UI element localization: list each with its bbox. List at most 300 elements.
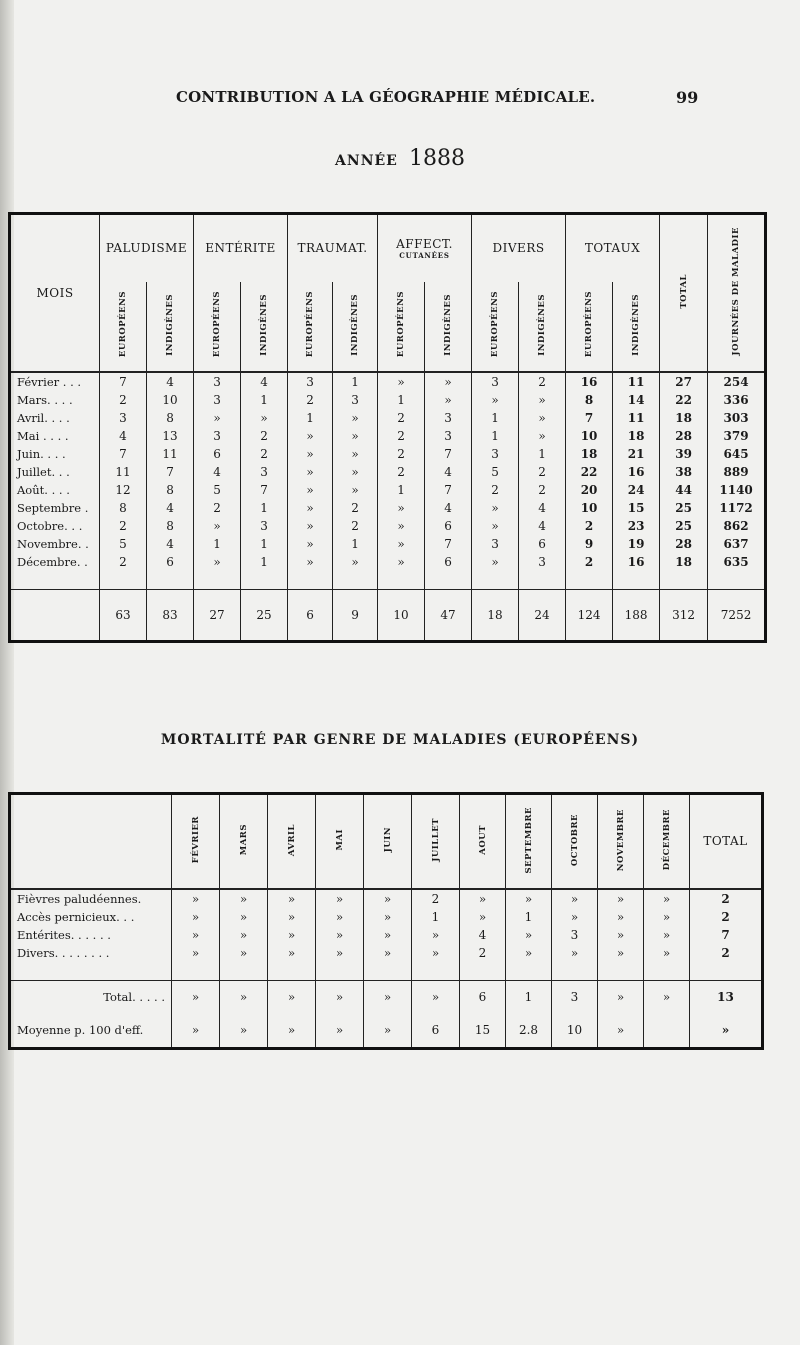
table-cell: 1140 xyxy=(708,481,766,499)
table-cell: 21 xyxy=(613,445,660,463)
table-cell: 3 xyxy=(241,463,288,481)
mortality-table-body xyxy=(10,889,763,1049)
table-cell: 4 xyxy=(519,499,566,517)
sub-header-label: INDIGÈNES xyxy=(350,293,361,356)
spacer-cell xyxy=(288,571,333,590)
table-cell: 16 xyxy=(613,463,660,481)
table-cell: 1172 xyxy=(708,499,766,517)
total-row xyxy=(10,980,763,1014)
month-header-label: MARS xyxy=(238,824,249,856)
sub-header-europeens xyxy=(378,282,425,372)
sub-header-europeens xyxy=(194,282,241,372)
spacer-cell xyxy=(378,571,425,590)
table-cell: 22 xyxy=(566,463,613,481)
table-cell: » xyxy=(288,517,333,535)
month-header-label: SEPTEMBRE xyxy=(523,806,534,873)
disease-label: Accès pernicieux. . . xyxy=(17,909,135,924)
sub-header-label: INDIGÈNES xyxy=(631,293,642,356)
table-cell: » xyxy=(644,926,690,944)
table-cell: » xyxy=(172,908,220,926)
month-header-label: OCTOBRE xyxy=(569,813,580,866)
table-cell: 6 xyxy=(412,1014,460,1048)
total-row-label: Total. . . . . xyxy=(103,990,165,1005)
table-cell: » xyxy=(378,553,425,571)
sub-header-label: EUROPÉENS xyxy=(305,291,316,358)
table-cell: 8 xyxy=(147,409,194,427)
group-traumat: TRAUMAT. xyxy=(288,214,378,282)
table-cell: 1 xyxy=(333,372,378,391)
total-cell: 47 xyxy=(425,589,472,641)
total-header: TOTAL xyxy=(690,794,763,889)
table-cell: » xyxy=(644,889,690,908)
table-cell: 5 xyxy=(194,481,241,499)
table-cell: 10 xyxy=(552,1014,598,1048)
table-cell: 6 xyxy=(425,553,472,571)
table-cell: » xyxy=(598,889,644,908)
month-header-7 xyxy=(506,794,552,889)
spacer-row xyxy=(10,962,763,981)
sub-header-indigenes xyxy=(519,282,566,372)
journees-header-label: JOURNÉES DE MALADIE xyxy=(731,227,742,356)
table-cell: » xyxy=(472,499,519,517)
table-cell: 1 xyxy=(519,445,566,463)
table-cell: 18 xyxy=(660,409,708,427)
month-header-8 xyxy=(552,794,598,889)
table-cell: 6 xyxy=(194,445,241,463)
table-cell: 1 xyxy=(241,391,288,409)
table-cell: 3 xyxy=(425,427,472,445)
table-cell: » xyxy=(194,553,241,571)
spacer-cell xyxy=(220,962,268,981)
table-cell: 1 xyxy=(506,980,552,1014)
table-cell: 2 xyxy=(519,463,566,481)
total-cell: 6 xyxy=(288,589,333,641)
table-cell: 3 xyxy=(552,980,598,1014)
table-cell: » xyxy=(288,535,333,553)
totals-label-cell xyxy=(10,589,100,641)
table-cell: 2 xyxy=(241,445,288,463)
table-row xyxy=(10,889,763,908)
totals-row xyxy=(10,589,766,641)
table-cell: » xyxy=(644,980,690,1014)
month-header-label: AOUT xyxy=(477,824,488,855)
table-cell: 2 xyxy=(333,499,378,517)
group-paludisme: PALUDISME xyxy=(100,214,194,282)
table-cell: 5 xyxy=(472,463,519,481)
table-cell: 4 xyxy=(425,499,472,517)
table-cell: 7 xyxy=(425,481,472,499)
month-header-6 xyxy=(460,794,506,889)
group-affect-label: AFFECT. xyxy=(396,236,453,251)
spacer-cell xyxy=(333,571,378,590)
table-cell: 1 xyxy=(412,908,460,926)
mortality-corner xyxy=(10,794,172,889)
spacer-cell xyxy=(100,571,147,590)
table-cell: 3 xyxy=(194,427,241,445)
table-cell: » xyxy=(519,409,566,427)
month-header-label: DÉCEMBRE xyxy=(661,809,672,871)
table-cell: » xyxy=(316,908,364,926)
table-cell: 7 xyxy=(147,463,194,481)
table-cell: » xyxy=(598,944,644,962)
table-cell: 2.8 xyxy=(506,1014,552,1048)
table-cell: » xyxy=(172,1014,220,1048)
table-cell: 3 xyxy=(333,391,378,409)
table-cell: » xyxy=(552,944,598,962)
table-cell: 2 xyxy=(378,445,425,463)
table-cell: » xyxy=(690,1014,763,1048)
spacer-cell xyxy=(506,962,552,981)
table-row xyxy=(10,926,763,944)
table-cell: » xyxy=(364,889,412,908)
sub-header-label: EUROPÉENS xyxy=(212,291,223,358)
table-cell: » xyxy=(378,535,425,553)
total-cell: 25 xyxy=(241,589,288,641)
table-cell: » xyxy=(472,517,519,535)
table-cell: 16 xyxy=(613,553,660,571)
table-cell: » xyxy=(316,1014,364,1048)
total-cell: 124 xyxy=(566,589,613,641)
table-cell: » xyxy=(644,908,690,926)
table-cell: » xyxy=(364,944,412,962)
table-row xyxy=(10,553,766,571)
table-cell: » xyxy=(288,427,333,445)
month-label: Février . . . xyxy=(17,374,82,389)
spacer-cell xyxy=(566,571,613,590)
table-cell: » xyxy=(268,980,316,1014)
year-label: ANNÉE xyxy=(335,153,398,169)
spacer-cell xyxy=(472,571,519,590)
month-header-9 xyxy=(598,794,644,889)
sub-header-label: EUROPÉENS xyxy=(584,291,595,358)
sub-header-europeens xyxy=(100,282,147,372)
table-cell: 3 xyxy=(472,445,519,463)
table-row xyxy=(10,372,766,391)
disease-label: Entérites. . . . . . xyxy=(17,927,111,942)
group-enterite: ENTÉRITE xyxy=(194,214,288,282)
table-cell: 18 xyxy=(613,427,660,445)
table-cell: 6 xyxy=(460,980,506,1014)
table-cell: » xyxy=(333,553,378,571)
table-cell: » xyxy=(364,908,412,926)
table-cell: 889 xyxy=(708,463,766,481)
spacer-cell xyxy=(613,571,660,590)
table-cell: » xyxy=(506,926,552,944)
table-cell: 1 xyxy=(288,409,333,427)
month-label: Novembre. . xyxy=(17,536,89,551)
total-cell: 27 xyxy=(194,589,241,641)
table-cell: » xyxy=(288,499,333,517)
spacer-cell xyxy=(425,571,472,590)
group-header-row xyxy=(10,214,766,282)
sub-header-europeens xyxy=(472,282,519,372)
table-cell: 7 xyxy=(241,481,288,499)
month-header-5 xyxy=(412,794,460,889)
table-cell: » xyxy=(220,980,268,1014)
table-cell: » xyxy=(172,944,220,962)
table-cell: » xyxy=(268,1014,316,1048)
table-cell: 38 xyxy=(660,463,708,481)
sub-header-indigenes xyxy=(333,282,378,372)
table-cell: 18 xyxy=(660,553,708,571)
month-header-label: JUIN xyxy=(382,827,393,853)
table-cell: 10 xyxy=(147,391,194,409)
spacer-cell xyxy=(598,962,644,981)
table-row xyxy=(10,944,763,962)
month-label: Décembre. . xyxy=(17,554,88,569)
table-cell: » xyxy=(268,944,316,962)
sub-header-label: EUROPÉENS xyxy=(490,291,501,358)
table-row xyxy=(10,409,766,427)
table-cell: 2 xyxy=(690,944,763,962)
table-cell: » xyxy=(333,409,378,427)
table-cell: » xyxy=(598,980,644,1014)
month-label: Juin. . . . xyxy=(17,446,66,461)
table-cell: » xyxy=(472,553,519,571)
month-header-label: FÉVRIER xyxy=(190,816,201,864)
table-row xyxy=(10,481,766,499)
table-cell: » xyxy=(220,1014,268,1048)
table-cell: » xyxy=(644,944,690,962)
table-cell: 379 xyxy=(708,427,766,445)
table-cell: 7 xyxy=(100,445,147,463)
spacer-cell xyxy=(172,962,220,981)
table-cell: 5 xyxy=(100,535,147,553)
table-cell: 27 xyxy=(660,372,708,391)
total-cell: 9 xyxy=(333,589,378,641)
table-cell: » xyxy=(333,445,378,463)
sub-header-label: INDIGÈNES xyxy=(443,293,454,356)
table-cell: 3 xyxy=(519,553,566,571)
table-cell: 303 xyxy=(708,409,766,427)
table-cell: 2 xyxy=(241,427,288,445)
table-cell: 10 xyxy=(566,427,613,445)
spacer-cell xyxy=(552,962,598,981)
month-header-label: MAI xyxy=(334,829,345,851)
table-cell: 4 xyxy=(425,463,472,481)
sub-header-indigenes xyxy=(613,282,660,372)
table-cell: » xyxy=(506,889,552,908)
table-row xyxy=(10,463,766,481)
table-cell: 8 xyxy=(100,499,147,517)
total-cell: 10 xyxy=(378,589,425,641)
table-cell: 862 xyxy=(708,517,766,535)
table-cell: 1 xyxy=(194,535,241,553)
sub-header-label: INDIGÈNES xyxy=(165,293,175,356)
total-cell: 7252 xyxy=(708,589,766,641)
table-cell: 1 xyxy=(241,499,288,517)
spacer-cell xyxy=(364,962,412,981)
table-cell: » xyxy=(364,980,412,1014)
spacer-cell xyxy=(194,571,241,590)
table-cell: 44 xyxy=(660,481,708,499)
table-cell: » xyxy=(333,463,378,481)
spacer-cell xyxy=(268,962,316,981)
table-cell: » xyxy=(519,391,566,409)
table-cell: 3 xyxy=(288,372,333,391)
table-cell: » xyxy=(268,889,316,908)
table-cell: » xyxy=(378,499,425,517)
spacer-cell xyxy=(10,571,100,590)
table-cell: 28 xyxy=(660,427,708,445)
table-cell: 7 xyxy=(690,926,763,944)
table-cell: » xyxy=(364,1014,412,1048)
total-cell: 312 xyxy=(660,589,708,641)
table-cell: 14 xyxy=(613,391,660,409)
table-cell: 3 xyxy=(425,409,472,427)
table-cell: 10 xyxy=(566,499,613,517)
table-cell: 39 xyxy=(660,445,708,463)
mortality-table xyxy=(8,792,764,1050)
table-cell: 1 xyxy=(378,391,425,409)
table-cell: 2 xyxy=(100,391,147,409)
table-cell: 23 xyxy=(613,517,660,535)
morbidity-table-1888 xyxy=(8,212,767,643)
month-header-0 xyxy=(172,794,220,889)
group-affect xyxy=(378,214,472,282)
table-row xyxy=(10,391,766,409)
sub-header-europeens xyxy=(288,282,333,372)
table-cell: 2 xyxy=(100,517,147,535)
table-cell: » xyxy=(506,944,552,962)
running-title: CONTRIBUTION A LA GÉOGRAPHIE MÉDICALE. xyxy=(176,88,596,106)
table-cell: 7 xyxy=(100,372,147,391)
table-cell: 7 xyxy=(566,409,613,427)
table-cell: 15 xyxy=(613,499,660,517)
total-header xyxy=(660,214,708,372)
table-cell: 13 xyxy=(690,980,763,1014)
table-cell: 3 xyxy=(100,409,147,427)
table-cell: 4 xyxy=(194,463,241,481)
table-cell: 19 xyxy=(613,535,660,553)
table-cell: 2 xyxy=(460,944,506,962)
month-header-label: NOVEMBRE xyxy=(615,808,626,871)
table-cell: 3 xyxy=(194,391,241,409)
table-cell: » xyxy=(378,372,425,391)
table-cell: 1 xyxy=(506,908,552,926)
table-cell: 1 xyxy=(472,409,519,427)
table-cell: 9 xyxy=(566,535,613,553)
year-heading xyxy=(0,146,800,171)
table-cell: 11 xyxy=(613,409,660,427)
table-cell: 2 xyxy=(566,517,613,535)
table-cell: 2 xyxy=(690,908,763,926)
total-cell: 63 xyxy=(100,589,147,641)
total-cell: 18 xyxy=(472,589,519,641)
table-cell: 1 xyxy=(241,553,288,571)
table-cell: » xyxy=(288,553,333,571)
sub-header-label: INDIGÈNES xyxy=(537,293,548,356)
table-cell: » xyxy=(472,391,519,409)
month-label: Septembre . xyxy=(17,500,89,515)
mois-header: MOIS xyxy=(36,285,74,300)
table-cell: 8 xyxy=(566,391,613,409)
table-cell: 637 xyxy=(708,535,766,553)
month-label: Avril. . . . xyxy=(17,410,70,425)
sub-header-indigenes xyxy=(241,282,288,372)
month-header-1 xyxy=(220,794,268,889)
total-cell: 83 xyxy=(147,589,194,641)
spacer-row xyxy=(10,571,766,590)
table-cell: » xyxy=(172,980,220,1014)
table-cell: » xyxy=(172,926,220,944)
table-cell: 6 xyxy=(147,553,194,571)
table-cell: » xyxy=(316,926,364,944)
total-cell: 24 xyxy=(519,589,566,641)
morbidity-table-body xyxy=(10,372,766,642)
sub-header-label: INDIGÈNES xyxy=(259,293,270,356)
table-cell: » xyxy=(333,481,378,499)
table-cell: 4 xyxy=(460,926,506,944)
table-row xyxy=(10,517,766,535)
table-cell: » xyxy=(220,889,268,908)
sub-header-label: EUROPÉENS xyxy=(118,291,128,358)
month-label: Juillet. . . xyxy=(17,464,70,479)
table-cell: 6 xyxy=(425,517,472,535)
table-cell: 6 xyxy=(519,535,566,553)
table-cell: 15 xyxy=(460,1014,506,1048)
table-cell: » xyxy=(519,427,566,445)
table-cell: 1 xyxy=(472,427,519,445)
month-label: Octobre. . . xyxy=(17,518,83,533)
group-divers: DIVERS xyxy=(472,214,566,282)
table-row xyxy=(10,427,766,445)
total-header-label: TOTAL xyxy=(678,273,689,309)
table-cell: 2 xyxy=(519,481,566,499)
table-row xyxy=(10,445,766,463)
sub-header-indigenes xyxy=(147,282,194,372)
table-cell: 4 xyxy=(147,372,194,391)
table-cell: » xyxy=(288,481,333,499)
table-row xyxy=(10,499,766,517)
spacer-cell xyxy=(660,571,708,590)
table-cell: 3 xyxy=(194,372,241,391)
spacer-cell xyxy=(316,962,364,981)
table-cell: 2 xyxy=(288,391,333,409)
table-cell: » xyxy=(316,889,364,908)
table-cell: » xyxy=(194,517,241,535)
month-header-3 xyxy=(316,794,364,889)
sub-header-row xyxy=(10,282,766,372)
spacer-cell xyxy=(708,571,766,590)
table-cell: 2 xyxy=(194,499,241,517)
table-cell: 25 xyxy=(660,499,708,517)
table-cell: 1 xyxy=(333,535,378,553)
table-cell: » xyxy=(288,463,333,481)
table-cell: 2 xyxy=(412,889,460,908)
table-cell: 3 xyxy=(472,372,519,391)
table-cell: 2 xyxy=(566,553,613,571)
table-cell: 24 xyxy=(613,481,660,499)
table-cell: 20 xyxy=(566,481,613,499)
spacer-cell xyxy=(241,571,288,590)
table-cell: 645 xyxy=(708,445,766,463)
month-header-10 xyxy=(644,794,690,889)
table-cell: 11 xyxy=(100,463,147,481)
table-cell: » xyxy=(172,889,220,908)
table-cell: » xyxy=(412,926,460,944)
table-cell: 8 xyxy=(147,481,194,499)
table-cell: » xyxy=(412,944,460,962)
table-cell: » xyxy=(598,926,644,944)
month-header-2 xyxy=(268,794,316,889)
spacer-cell xyxy=(10,962,172,981)
table-cell: 3 xyxy=(241,517,288,535)
sub-header-label: EUROPÉENS xyxy=(396,291,407,358)
group-affect-sub: CUTANÉES xyxy=(399,250,450,260)
table-cell: » xyxy=(268,908,316,926)
table-cell: 4 xyxy=(519,517,566,535)
